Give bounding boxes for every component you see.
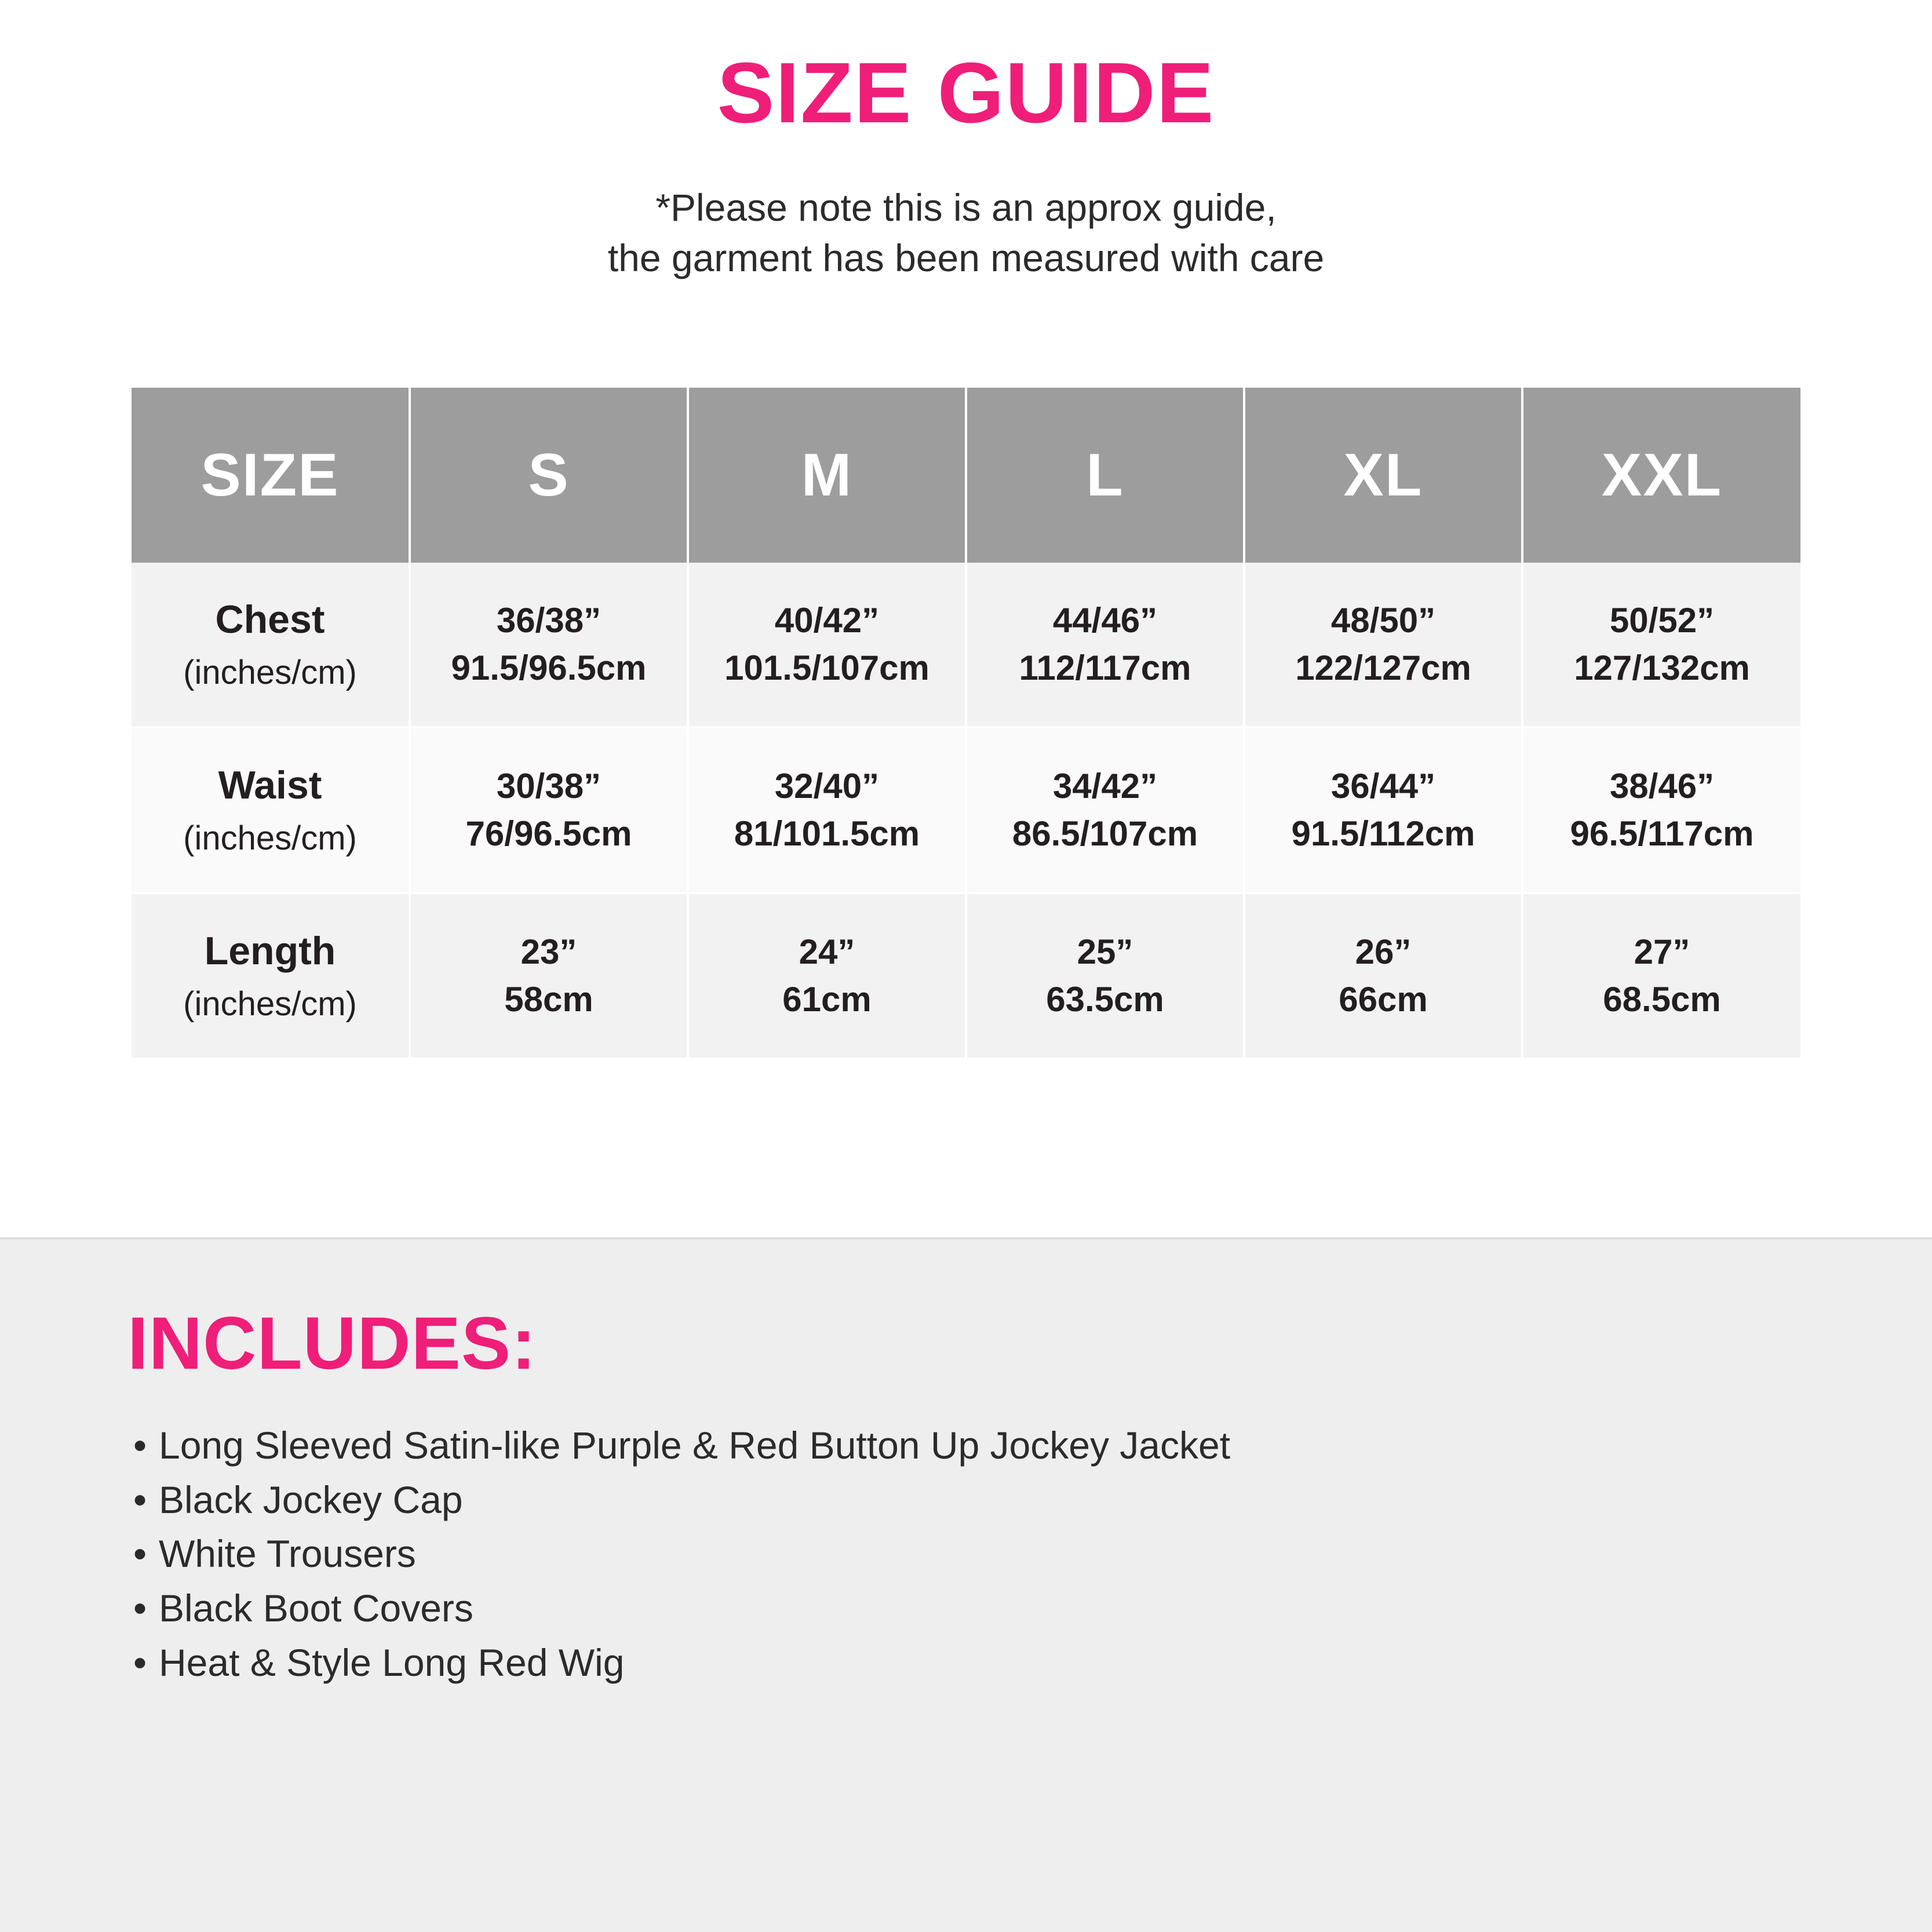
column-header-m: M: [688, 388, 966, 563]
column-header-s: S: [410, 388, 688, 563]
cell-cm: 61cm: [782, 980, 872, 1019]
list-item: • White Trousers: [127, 1527, 1932, 1581]
size-table: [132, 388, 1800, 1058]
row-label-units: (inches/cm): [183, 653, 357, 691]
cell-cm: 81/101.5cm: [734, 814, 920, 854]
page-header: [0, 0, 1932, 283]
cell-length-m: [688, 893, 966, 1058]
cell-length-xl: [1244, 893, 1522, 1058]
cell-cm: 58cm: [504, 980, 593, 1019]
includes-panel: [0, 1237, 1932, 1932]
cell-cm: 63.5cm: [1046, 980, 1164, 1019]
includes-list: [127, 1419, 1932, 1690]
cell-inches: 23”: [520, 932, 577, 972]
cell-cm: 122/127cm: [1295, 648, 1471, 688]
row-label-main: Length: [204, 929, 336, 974]
row-label-chest: [132, 563, 410, 727]
cell-inches: 32/40”: [774, 767, 880, 806]
column-header-l: L: [966, 388, 1244, 563]
cell-chest-xxl: [1522, 563, 1800, 727]
guide-note-line-1: *Please note this is an approx guide,: [655, 185, 1277, 229]
cell-length-s: [410, 893, 688, 1058]
cell-waist-xl: [1244, 727, 1522, 893]
cell-waist-l: [966, 727, 1244, 893]
cell-inches: 36/44”: [1330, 767, 1436, 806]
cell-cm: 66cm: [1339, 980, 1428, 1019]
row-label-length: [132, 893, 410, 1058]
cell-length-xxl: [1522, 893, 1800, 1058]
cell-cm: 101.5/107cm: [724, 648, 929, 688]
cell-inches: 24”: [799, 932, 855, 972]
cell-inches: 34/42”: [1052, 767, 1158, 806]
cell-inches: 27”: [1634, 932, 1690, 972]
cell-waist-xxl: [1522, 727, 1800, 893]
column-header-xxl: XXL: [1522, 388, 1800, 563]
cell-length-l: [966, 893, 1244, 1058]
cell-inches: 25”: [1077, 932, 1133, 972]
cell-cm: 127/132cm: [1574, 648, 1750, 688]
row-label-units: (inches/cm): [183, 985, 357, 1023]
guide-note: [0, 183, 1932, 283]
cell-waist-s: [410, 727, 688, 893]
row-label-main: Waist: [218, 763, 322, 808]
cell-cm: 91.5/112cm: [1291, 814, 1475, 854]
guide-note-line-2: the garment has been measured with care: [607, 236, 1325, 279]
cell-inches: 30/38”: [496, 767, 602, 806]
includes-title: INCLUDES:: [127, 1302, 537, 1385]
size-table-container: [132, 388, 1800, 1058]
cell-chest-l: [966, 563, 1244, 727]
cell-cm: 91.5/96.5cm: [451, 648, 647, 688]
cell-inches: 36/38”: [496, 601, 602, 640]
cell-inches: 26”: [1355, 932, 1412, 972]
cell-cm: 96.5/117cm: [1570, 814, 1754, 854]
list-item: • Heat & Style Long Red Wig: [127, 1636, 1932, 1690]
table-header-row: [132, 388, 1800, 563]
cell-chest-xl: [1244, 563, 1522, 727]
row-label-main: Chest: [215, 597, 325, 642]
cell-cm: 112/117cm: [1019, 648, 1191, 688]
cell-inches: 40/42”: [774, 601, 880, 640]
list-item: • Black Boot Covers: [127, 1581, 1932, 1636]
cell-cm: 86.5/107cm: [1012, 814, 1198, 854]
cell-inches: 50/52”: [1609, 601, 1715, 640]
size-table-head: [132, 388, 1800, 563]
table-row: [132, 893, 1800, 1058]
column-header-size: SIZE: [132, 388, 410, 563]
table-row: [132, 563, 1800, 727]
row-label-waist: [132, 727, 410, 893]
row-label-units: (inches/cm): [183, 819, 357, 857]
cell-cm: 76/96.5cm: [465, 814, 632, 854]
cell-cm: 68.5cm: [1603, 980, 1721, 1019]
column-header-xl: XL: [1244, 388, 1522, 563]
cell-inches: 48/50”: [1330, 601, 1436, 640]
table-row: [132, 727, 1800, 893]
cell-inches: 44/46”: [1052, 601, 1158, 640]
cell-chest-s: [410, 563, 688, 727]
list-item: • Long Sleeved Satin-like Purple & Red Button Up Jockey Jacket: [127, 1419, 1932, 1473]
page-title: SIZE GUIDE: [717, 45, 1215, 141]
list-item: • Black Jockey Cap: [127, 1473, 1932, 1528]
cell-inches: 38/46”: [1609, 767, 1715, 806]
cell-waist-m: [688, 727, 966, 893]
size-table-body: [132, 563, 1800, 1058]
cell-chest-m: [688, 563, 966, 727]
